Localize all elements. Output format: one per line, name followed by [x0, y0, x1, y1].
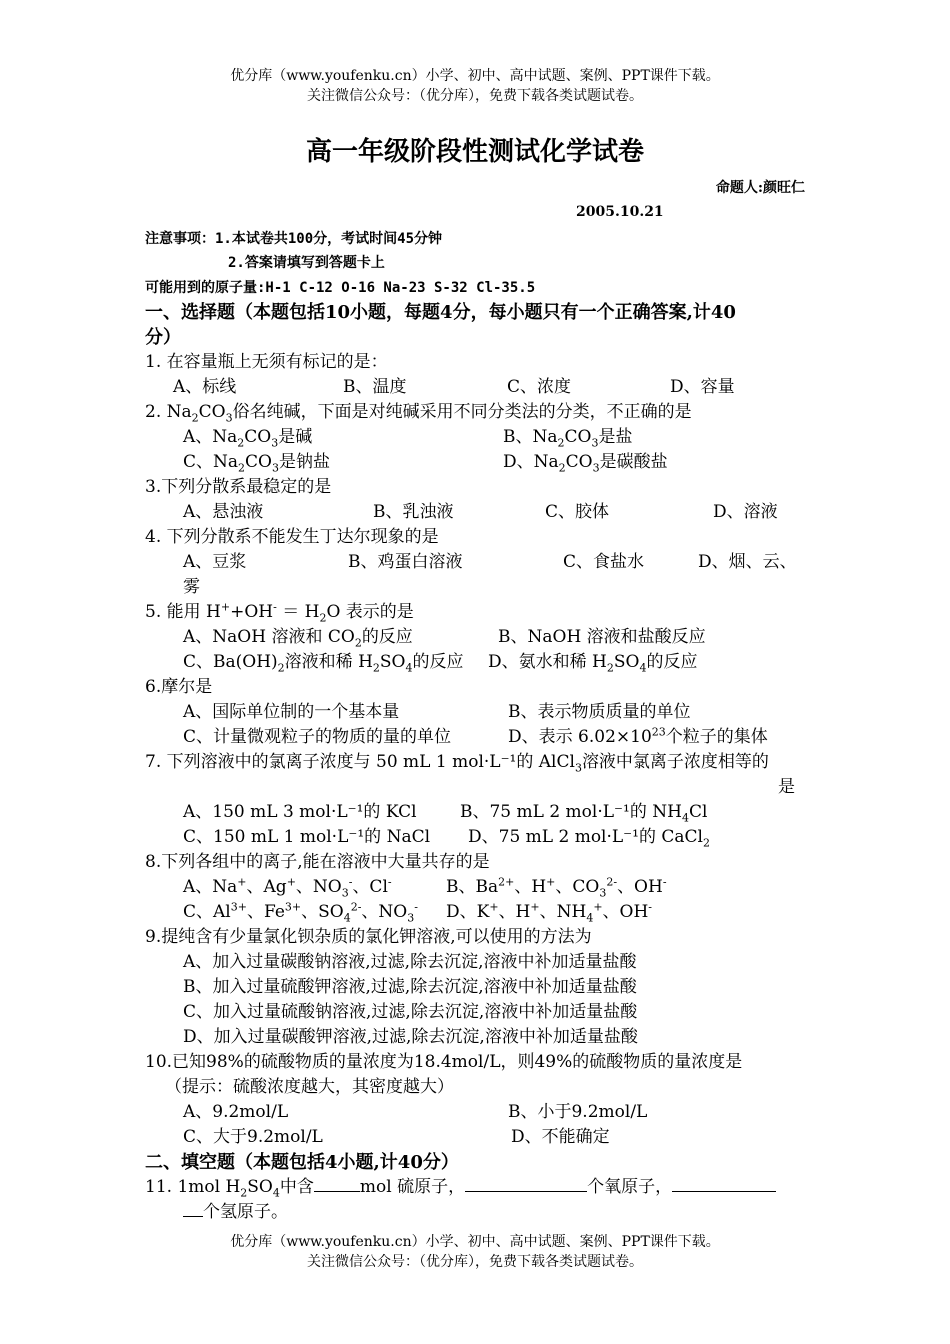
footer-line-2: 关注微信公众号：（优分库），免费下载各类试题试卷。	[307, 1254, 643, 1270]
footer-line-1: 优分库（www.youfenku.cn）小学、初中、高中试题、案例、PPT课件下载。	[230, 1234, 720, 1250]
q7-option-c: C、150 mL 1 mol·L⁻¹的 NaCl	[183, 827, 431, 847]
question-2-stem: 2. $Na_2CO_3$俗名纯碱，下面是对纯碱采用不同分类法的分类，不正确的是	[145, 402, 692, 425]
q5-option-b: B、NaOH 溶液和盐酸反应	[498, 627, 706, 647]
q4-option-c: C、食盐水	[563, 552, 645, 572]
q8-option-a: A、Na+、Ag+、$NO_3^-$、Cl-	[183, 875, 392, 900]
q6-option-a: A、国际单位制的一个基本量	[183, 702, 400, 722]
question-1-stem: 1. 在容量瓶上无须有标记的是：	[145, 352, 388, 372]
q8-option-c: C、$Al^{3+}$、$Fe^{3+}$、$SO_4^{2-}$、$NO_3^-$	[183, 900, 418, 925]
q4-option-d: D、烟、云、	[698, 552, 797, 572]
answer-blank-3[interactable]	[672, 1175, 776, 1192]
author: 命题人:颜旺仁	[715, 180, 805, 196]
q4-option-b: B、鸡蛋白溶液	[348, 552, 463, 572]
q1-option-b: B、温度	[343, 377, 407, 397]
q2-option-b: B、$Na_2CO_3$是盐	[503, 427, 633, 450]
question-6-stem: 6.摩尔是	[145, 677, 213, 697]
q6-option-c: C、计量微观粒子的物质的量的单位	[183, 727, 452, 747]
question-5-stem: 5. 能用 $H^++OH^- = H_2O$ 表示的是	[145, 600, 414, 625]
note-line-1: 注意事项：1.本试卷共100分，考试时间45分钟	[145, 231, 442, 247]
question-8-stem: 8.下列各组中的离子,能在溶液中大量共存的是	[145, 852, 490, 872]
question-10-stem: 10.已知98%的硫酸物质的量浓度为18.4mol/L，则49%的硫酸物质的量浓度是	[145, 1052, 743, 1072]
q3-option-b: B、乳浊液	[373, 502, 454, 522]
q7-option-d: D、75 mL 2 mol·L⁻¹的 CaCl$_2$	[468, 827, 710, 850]
q6-option-b: B、表示物质质量的单位	[508, 702, 691, 722]
q6-option-d: D、表示 $6.02\times 10^{23}$个粒子的集体	[508, 725, 768, 747]
q1-option-a: A、标线	[173, 377, 237, 397]
q4-option-a: A、豆浆	[183, 552, 247, 572]
q10-option-a: A、9.2mol/L	[183, 1102, 289, 1122]
q7-option-b: B、75 mL 2 mol·L⁻¹的 $NH_4Cl$	[460, 802, 708, 825]
header-line-2: 关注微信公众号：（优分库），免费下载各类试题试卷。	[307, 88, 643, 104]
q5-option-c: C、$Ba(OH)_2$溶液和稀 $H_2SO_4$的反应	[183, 652, 464, 675]
question-7-stem: 7. 下列溶液中的氯离子浓度与 50 mL 1 mol·L⁻¹的 AlCl$_3$溶液中氯离子浓度相等的	[145, 752, 769, 775]
exam-title: 高一年级阶段性测试化学试卷	[305, 137, 644, 167]
q1-option-d: D、容量	[670, 377, 735, 397]
q1-option-c: C、浓度	[507, 377, 572, 397]
q10-option-d: D、不能确定	[511, 1127, 610, 1147]
q4-option-d-continued: 雾	[183, 577, 200, 597]
exam-date: 2005.10.21	[576, 204, 664, 220]
q7-option-a: A、150 mL 3 mol·L⁻¹的 KCl	[183, 802, 417, 822]
q9-option-c: C、加入过量硫酸钠溶液,过滤,除去沉淀,溶液中补加适量盐酸	[183, 1002, 638, 1022]
q5-option-a: A、NaOH 溶液和 $CO_2$的反应	[183, 627, 413, 650]
q8-option-b: B、$Ba^{2+}$、H+、$CO_3^{2-}$、OH-	[446, 875, 667, 900]
section-1-heading-line-1: 一、选择题（本题包括10小题，每题4分，每小题只有一个正确答案,计40	[145, 302, 736, 323]
q5-option-d: D、氨水和稀 $H_2SO_4$的反应	[488, 652, 698, 675]
answer-blank-2[interactable]	[465, 1175, 587, 1192]
q3-option-a: A、悬浊液	[183, 502, 264, 522]
q3-option-c: C、胶体	[545, 502, 610, 522]
q2-option-d: D、$Na_2CO_3$是碳酸盐	[503, 452, 668, 475]
q8-option-d: D、K+、H+、$NH_4^+$、OH-	[446, 900, 653, 925]
answer-blank-1[interactable]	[314, 1175, 360, 1192]
question-11-stem: 11. 1mol $H_2SO_4$中含 mol 硫原子， 个氧原子，	[145, 1175, 810, 1200]
q9-option-a: A、加入过量碳酸钠溶液,过滤,除去沉淀,溶液中补加适量盐酸	[183, 952, 637, 972]
q10-option-b: B、小于9.2mol/L	[508, 1102, 648, 1122]
q3-option-d: D、溶液	[713, 502, 778, 522]
q2-option-a: A、$Na_2CO_3$是碱	[183, 427, 313, 450]
q10-hint: （提示：硫酸浓度越大，其密度越大）	[165, 1077, 454, 1097]
section-2-heading: 二、填空题（本题包括4小题,计40分）	[145, 1152, 459, 1173]
question-9-stem: 9.提纯含有少量氯化钡杂质的氯化钾溶液,可以使用的方法为	[145, 927, 592, 947]
question-3-stem: 3.下列分散系最稳定的是	[145, 477, 332, 497]
answer-blank-3-continued[interactable]	[183, 1200, 203, 1217]
q9-option-b: B、加入过量硫酸钾溶液,过滤,除去沉淀,溶液中补加适量盐酸	[183, 977, 637, 997]
question-7-stem-end: 是	[778, 777, 795, 797]
note-line-2: 2.答案请填写到答题卡上	[228, 255, 385, 271]
header-line-1: 优分库（www.youfenku.cn）小学、初中、高中试题、案例、PPT课件下载。	[230, 68, 720, 84]
q9-option-d: D、加入过量碳酸钾溶液,过滤,除去沉淀,溶液中补加适量盐酸	[183, 1027, 638, 1047]
atomic-masses: 可能用到的原子量:H-1 C-12 O-16 Na-23 S-32 Cl-35.5	[145, 280, 536, 296]
question-11-continued: 个氢原子。	[183, 1200, 288, 1225]
q2-option-c: C、$Na_2CO_3$是钠盐	[183, 452, 330, 475]
question-4-stem: 4. 下列分散系不能发生丁达尔现象的是	[145, 527, 439, 547]
q10-option-c: C、大于9.2mol/L	[183, 1127, 323, 1147]
section-1-heading-line-2: 分）	[145, 327, 181, 348]
